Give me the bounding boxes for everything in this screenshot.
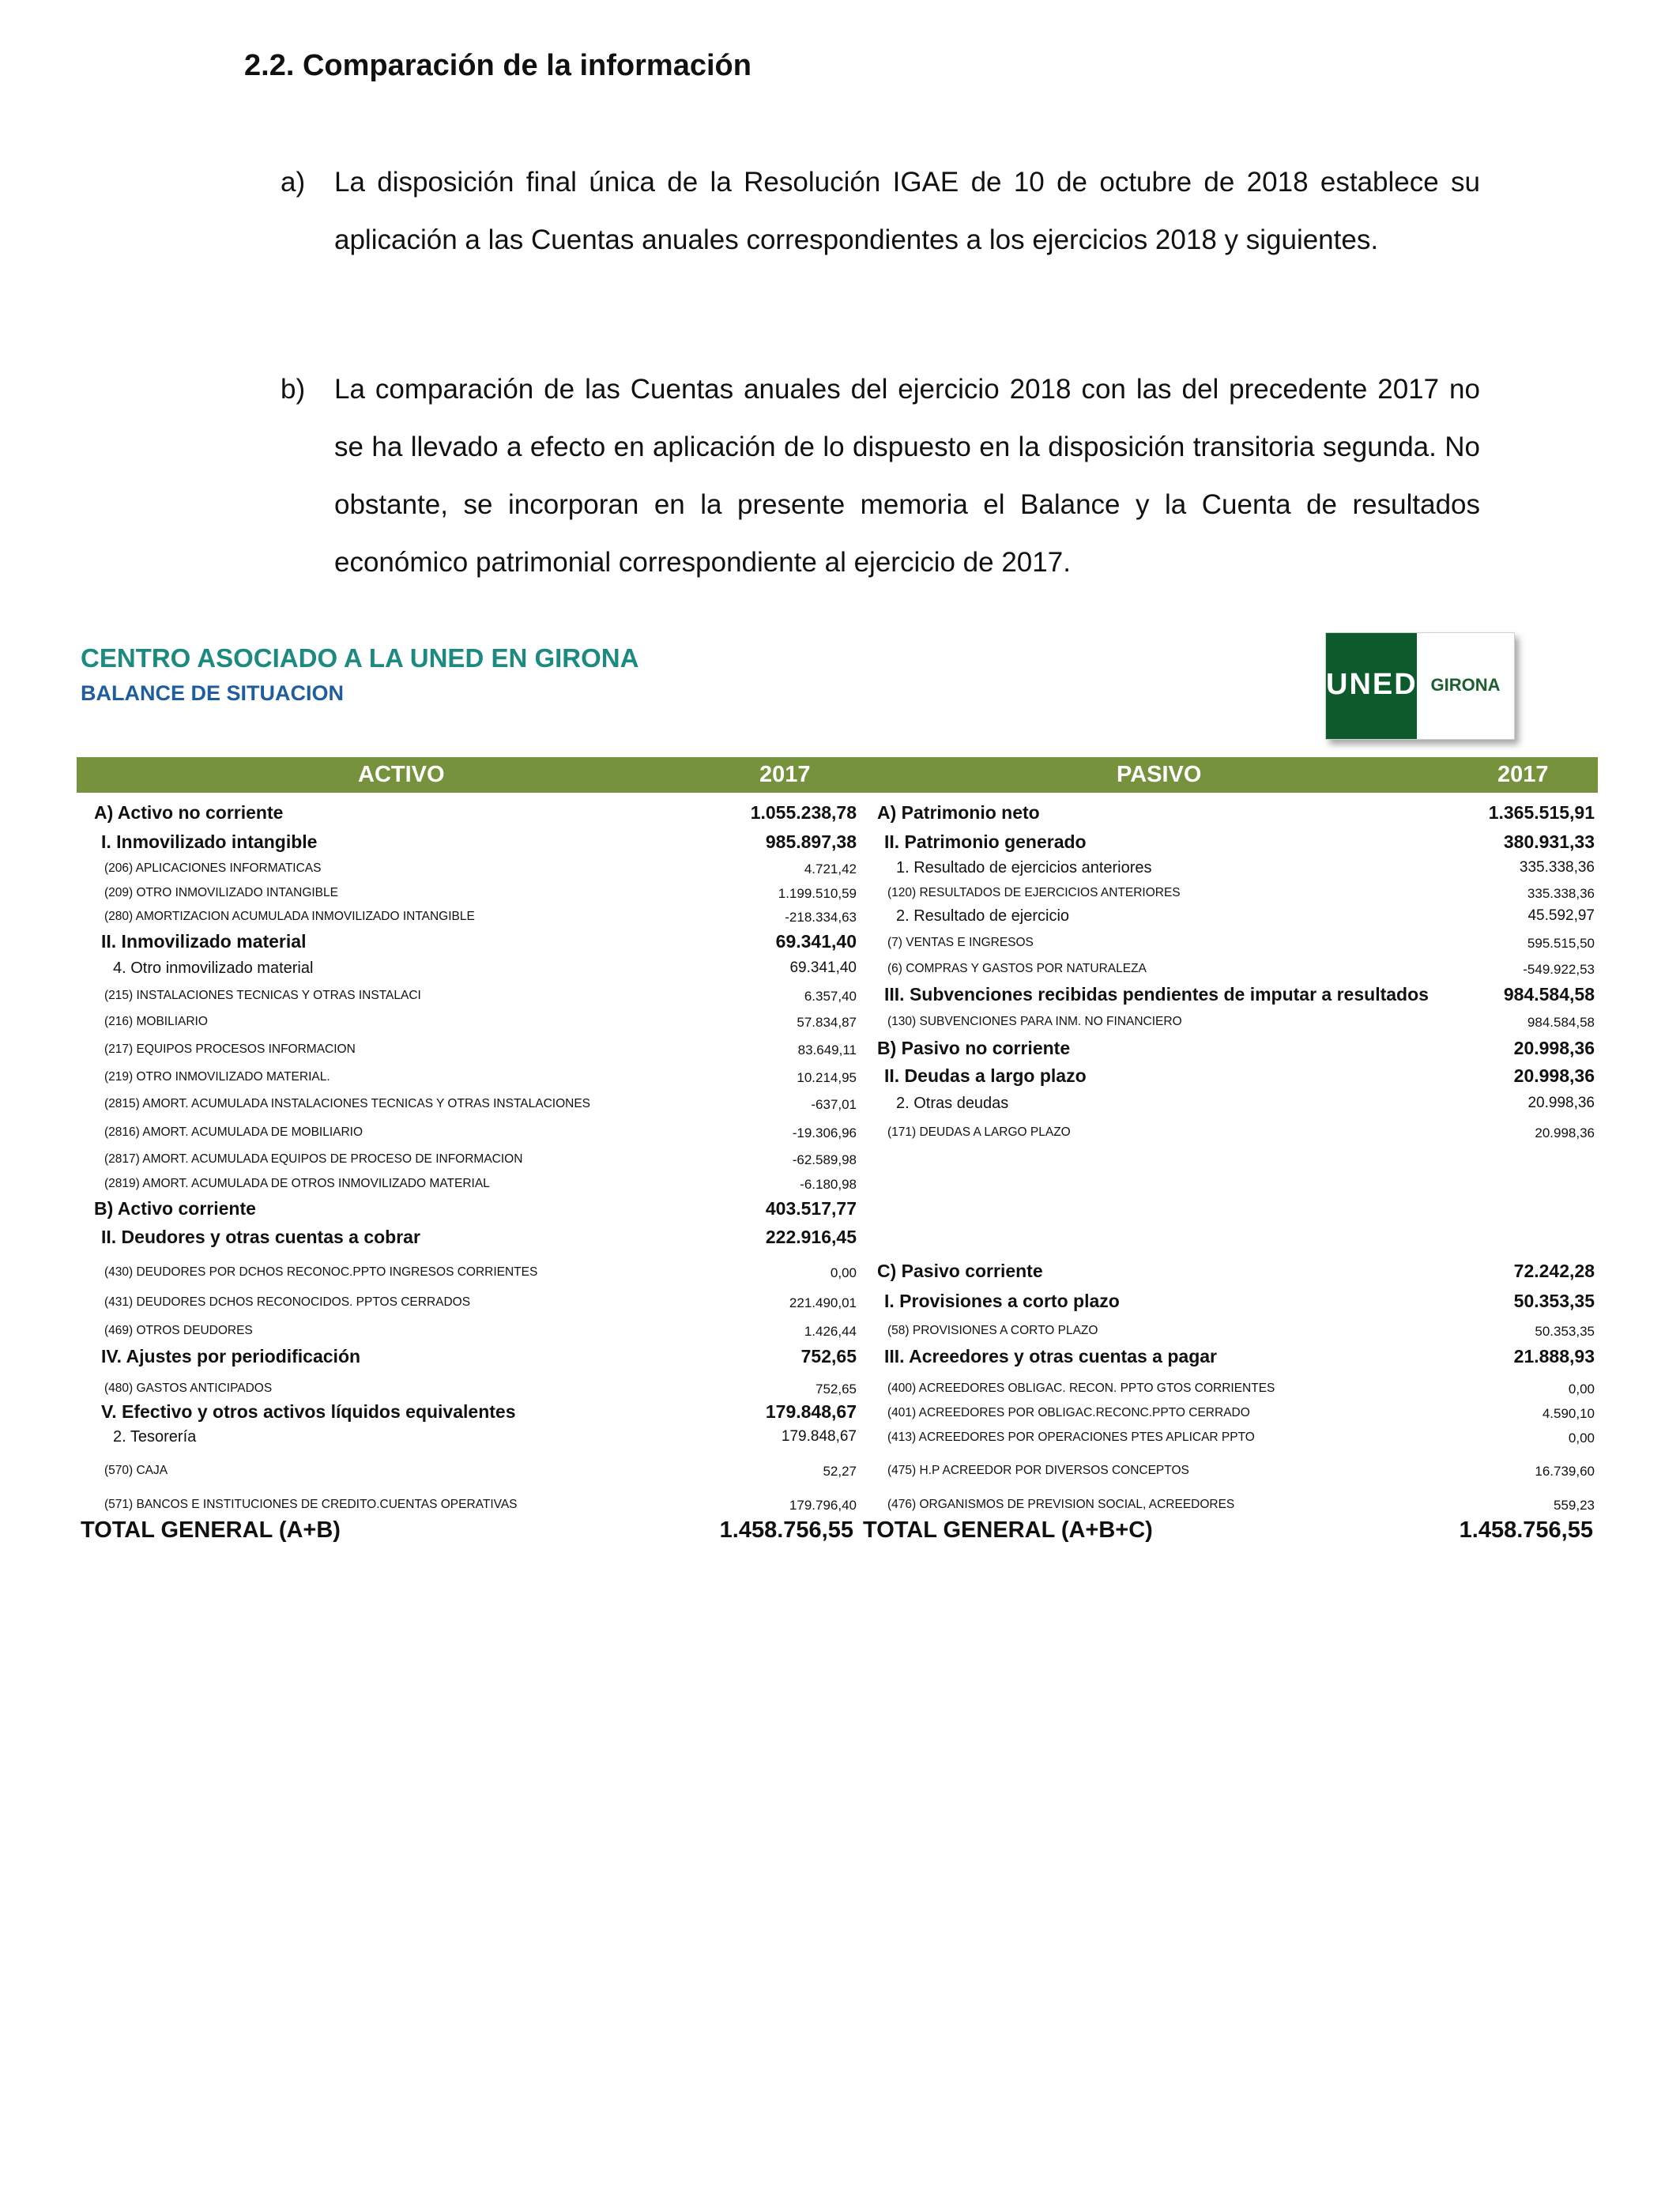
pasivo-row-label: (413) ACREEDORES POR OPERACIONES PTES APLICAR PPTO (887, 1431, 1255, 1444)
header-year-pasivo: 2017 (1497, 762, 1549, 787)
activo-row-value: 179.848,67 (781, 1428, 857, 1445)
activo-row-label: (480) GASTOS ANTICIPADOS (104, 1382, 273, 1395)
activo-row-label: (571) BANCOS E INSTITUCIONES DE CREDITO.CUENTAS OPERATIVAS (104, 1498, 518, 1511)
pasivo-row-value: 72.242,28 (1513, 1261, 1595, 1281)
pasivo-row-label: (476) ORGANISMOS DE PREVISION SOCIAL, ACREEDORES (887, 1498, 1235, 1511)
pasivo-row-value: 380.931,33 (1503, 831, 1595, 852)
activo-row-value: 1.199.510,59 (778, 886, 857, 901)
activo-row-value: 179.848,67 (765, 1401, 857, 1422)
pasivo-row-value: 335.338,36 (1527, 886, 1595, 901)
pasivo-row-label: C) Pasivo corriente (877, 1261, 1043, 1281)
activo-row-label: II. Inmovilizado material (101, 931, 307, 952)
activo-row-label: IV. Ajustes por periodificación (101, 1346, 361, 1367)
activo-row-value: -6.180,98 (800, 1177, 857, 1192)
activo-row-label: (469) OTROS DEUDORES (104, 1324, 253, 1337)
total-activo-value: 1.458.756,55 (719, 1517, 853, 1543)
activo-row-value: 222.916,45 (765, 1227, 857, 1247)
activo-row-label: (219) OTRO INMOVILIZADO MATERIAL. (104, 1070, 330, 1084)
pasivo-row-label: (120) RESULTADOS DE EJERCICIOS ANTERIORES (887, 886, 1181, 899)
activo-row-label: I. Inmovilizado intangible (101, 831, 318, 852)
activo-row-label: (216) MOBILIARIO (104, 1015, 208, 1028)
pasivo-row-value: 984.584,58 (1503, 984, 1595, 1005)
activo-row-label: (431) DEUDORES DCHOS RECONOCIDOS. PPTOS CERRADOS (104, 1295, 471, 1309)
pasivo-row-label: (6) COMPRAS Y GASTOS POR NATURALEZA (887, 962, 1147, 975)
activo-row-label: (430) DEUDORES POR DCHOS RECONOC.PPTO INGRESOS CORRIENTES (104, 1265, 538, 1279)
pasivo-row-value: 335.338,36 (1519, 859, 1595, 876)
pasivo-row-label: (401) ACREEDORES POR OBLIGAC.RECONC.PPTO CERRADO (887, 1406, 1250, 1419)
pasivo-row-label: III. Subvenciones recibidas pendientes de imputar a resultados (884, 984, 1429, 1005)
pasivo-row-label: II. Deudas a largo plazo (884, 1065, 1087, 1086)
pasivo-row-label: 2. Otras deudas (896, 1095, 1009, 1112)
activo-row-label: 2. Tesorería (113, 1428, 197, 1446)
header-pasivo: PASIVO (1117, 762, 1202, 787)
pasivo-row-value: 16.739,60 (1535, 1464, 1595, 1479)
activo-row-label: (2816) AMORT. ACUMULADA DE MOBILIARIO (104, 1125, 363, 1139)
uned-girona-logo (1325, 632, 1515, 740)
pasivo-row-label: B) Pasivo no corriente (877, 1038, 1071, 1058)
pasivo-row-value: 50.353,35 (1535, 1324, 1595, 1339)
paragraph-text: La comparación de las Cuentas anuales del ejercicio 2018 con las del precedente 2017 no se ha llevado a efecto en aplicación de lo dispuesto en la disposición transitoria segunda. No obstante, se incorporan en la presente memoria el Balance y la Cuenta de resultados económico patrimonial correspondiente al ejercicio de 2017. (334, 374, 1480, 578)
activo-row-label: (215) INSTALACIONES TECNICAS Y OTRAS INSTALACI (104, 989, 421, 1002)
activo-row-value: 179.796,40 (789, 1498, 857, 1513)
paragraph-label: a) (281, 167, 306, 198)
activo-row-value: 752,65 (816, 1382, 857, 1397)
activo-row-value: -19.306,96 (792, 1125, 857, 1140)
activo-row-value: 1.055.238,78 (750, 802, 857, 823)
pasivo-row-value: 984.584,58 (1527, 1015, 1595, 1030)
activo-row-value: 752,65 (800, 1346, 857, 1367)
total-activo-label: TOTAL GENERAL (A+B) (81, 1517, 341, 1543)
balance-subtitle: BALANCE DE SITUACION (81, 681, 345, 705)
total-pasivo-value: 1.458.756,55 (1459, 1517, 1593, 1543)
pasivo-row-value: 595.515,50 (1527, 936, 1595, 951)
activo-row-label: (570) CAJA (104, 1464, 168, 1477)
activo-row-value: 69.341,40 (775, 931, 857, 952)
activo-row-label: B) Activo corriente (94, 1198, 256, 1219)
pasivo-row-value: 20.998,36 (1513, 1038, 1595, 1058)
logo-uned-text: UNED (1326, 668, 1418, 701)
total-pasivo-label: TOTAL GENERAL (A+B+C) (863, 1517, 1153, 1543)
pasivo-row-label: (58) PROVISIONES A CORTO PLAZO (887, 1324, 1098, 1337)
activo-row-value: 83.649,11 (797, 1042, 857, 1057)
activo-row-label: V. Efectivo y otros activos líquidos equivalentes (101, 1401, 516, 1422)
pasivo-row-value: 21.888,93 (1513, 1346, 1595, 1367)
pasivo-row-label: 1. Resultado de ejercicios anteriores (896, 859, 1152, 876)
pasivo-row-label: (130) SUBVENCIONES PARA INM. NO FINANCIERO (887, 1015, 1182, 1028)
header-activo: ACTIVO (358, 762, 445, 787)
pasivo-row-label: II. Patrimonio generado (884, 831, 1087, 852)
section-title: 2.2. Comparación de la información (244, 49, 751, 82)
activo-row-label: (209) OTRO INMOVILIZADO INTANGIBLE (104, 886, 338, 899)
logo-girona-text: GIRONA (1430, 675, 1501, 695)
pasivo-row-label: (7) VENTAS E INGRESOS (887, 936, 1034, 949)
pasivo-row-value: 0,00 (1568, 1431, 1595, 1446)
pasivo-row-value: 20.998,36 (1527, 1095, 1595, 1111)
paragraph-text: La disposición final única de la Resolución IGAE de 10 de octubre de 2018 establece su aplicación a las Cuentas anuales correspondientes a los ejercicios 2018 y siguientes. (334, 167, 1480, 255)
activo-row-value: 10.214,95 (797, 1070, 857, 1085)
pasivo-row-label: III. Acreedores y otras cuentas a pagar (884, 1346, 1217, 1367)
pasivo-row-value: 4.590,10 (1542, 1406, 1595, 1421)
pasivo-row-value: 20.998,36 (1535, 1125, 1595, 1140)
activo-row-value: 0,00 (830, 1265, 857, 1280)
balance-title: CENTRO ASOCIADO A LA UNED EN GIRONA (81, 643, 639, 673)
pasivo-row-label: (171) DEUDAS A LARGO PLAZO (887, 1125, 1071, 1139)
activo-row-value: 4.721,42 (804, 861, 857, 876)
pasivo-row-value: 1.365.515,91 (1488, 802, 1595, 823)
activo-row-label: (2817) AMORT. ACUMULADA EQUIPOS DE PROCESO DE INFORMACION (104, 1152, 523, 1166)
pasivo-row-label: I. Provisiones a corto plazo (884, 1291, 1120, 1311)
pasivo-row-value: 0,00 (1568, 1382, 1595, 1397)
pasivo-row-label: A) Patrimonio neto (877, 802, 1040, 823)
logo-green-block (1326, 633, 1417, 739)
activo-row-value: 985.897,38 (765, 831, 857, 852)
header-year-activo: 2017 (759, 762, 811, 787)
activo-row-value: 403.517,77 (765, 1198, 857, 1219)
activo-row-value: 221.490,01 (789, 1295, 857, 1310)
pasivo-row-value: 20.998,36 (1513, 1065, 1595, 1086)
activo-row-value: 69.341,40 (789, 959, 857, 976)
activo-row-value: 52,27 (823, 1464, 857, 1479)
activo-row-value: 57.834,87 (797, 1015, 857, 1030)
activo-row-label: (280) AMORTIZACION ACUMULADA INMOVILIZADO INTANGIBLE (104, 910, 475, 923)
pasivo-row-label: 2. Resultado de ejercicio (896, 907, 1070, 925)
pasivo-row-value: -549.922,53 (1523, 962, 1595, 977)
activo-row-label: (2819) AMORT. ACUMULADA DE OTROS INMOVILIZADO MATERIAL (104, 1177, 490, 1190)
pasivo-row-value: 559,23 (1554, 1498, 1595, 1513)
balance-header-bar (77, 757, 1598, 793)
pasivo-row-value: 50.353,35 (1513, 1291, 1595, 1311)
pasivo-row-label: (475) H.P ACREEDOR POR DIVERSOS CONCEPTOS (887, 1464, 1189, 1477)
pasivo-row-label: (400) ACREEDORES OBLIGAC. RECON. PPTO GTOS CORRIENTES (887, 1382, 1275, 1395)
activo-row-label: II. Deudores y otras cuentas a cobrar (101, 1227, 420, 1247)
paragraph-label: b) (281, 374, 306, 405)
activo-row-value: -637,01 (811, 1097, 857, 1112)
activo-row-value: -62.589,98 (792, 1152, 857, 1167)
activo-row-value: 1.426,44 (804, 1324, 857, 1339)
activo-row-value: 6.357,40 (804, 989, 857, 1004)
activo-row-label: (206) APLICACIONES INFORMATICAS (104, 861, 322, 875)
activo-row-label: (217) EQUIPOS PROCESOS INFORMACION (104, 1042, 356, 1056)
activo-row-label: A) Activo no corriente (94, 802, 284, 823)
activo-row-value: -218.334,63 (785, 910, 857, 925)
activo-row-label: 4. Otro inmovilizado material (113, 959, 314, 977)
pasivo-row-value: 45.592,97 (1527, 907, 1595, 924)
activo-row-label: (2815) AMORT. ACUMULADA INSTALACIONES TECNICAS Y OTRAS INSTALACIONES (104, 1097, 591, 1110)
